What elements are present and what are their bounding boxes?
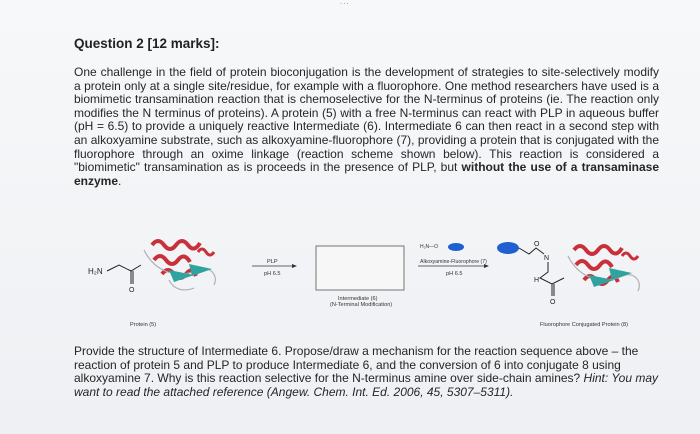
product-chain [540, 262, 564, 284]
plp-label: PLP [267, 259, 278, 265]
ph-label-1: pH 6.5 [264, 271, 281, 277]
intro-bold-text: without the use of a transaminase enzyme [74, 160, 660, 188]
intro-text: One challenge in the field of protein bioconjugation is the development of strategies to site-selectively modify a protein only at a single site/residue, for example with a fluorophore. One method researchers have used is a biomimetic transamination reaction that is chemoselective for the N-terminus of proteins (ie. The reaction only modifies the N terminus of proteins). A protein (5) with a free N-terminus can react with PLP in aqueous buffer (pH = 6.5) to provide a uniquely reactive Intermediate (6). Intermediate 6 can then react in a second step with an alkoxyamine substrate, such as alkoxyamine-fluorophore (7), providing a protein that is conjugated with the fluorophore through an oxime linkage (reaction scheme shown below). This reaction is considered a "biomimetic" transamination as is proceeds in the presence of PLP, but [74, 65, 659, 175]
ph-label-2: pH 6.5 [446, 271, 463, 277]
protein-8-image [568, 246, 639, 291]
question-paragraph [74, 345, 659, 399]
fluorophore-ellipse [497, 242, 519, 254]
alkoxyamine-top-label: H₂N—O [420, 244, 439, 250]
h2n-label: H₂N [88, 267, 103, 276]
n-label: N [544, 255, 550, 262]
fluorophore-ellipse-small [448, 243, 464, 251]
alkoxyamine-label: Alkoxyamine-Fluorophore (7) [420, 259, 487, 265]
n-terminus-chain [107, 265, 141, 271]
reaction-scheme-svg [74, 220, 674, 338]
intermediate-box [316, 246, 404, 290]
intro-paragraph [74, 66, 659, 188]
question-text: Provide the structure of Intermediate 6. Propose/draw a mechanism for the reaction sequence above – the reaction of protein 5 and PLP to produce Intermediate 6, and the conversion of 6 into conjugate 8 using alkoxyamine 7. Why is this reaction selective for the N-terminus amine over side-chain amines? [74, 344, 639, 386]
protein-5-image [144, 241, 215, 290]
reaction-scheme [74, 220, 674, 338]
h-label: H [534, 277, 540, 284]
question-title: Question 2 [12 marks]: [74, 36, 220, 51]
intermediate-label: Intermediate (6) [338, 296, 378, 302]
intro-end: . [118, 173, 122, 188]
o-label-left: O [129, 287, 135, 294]
product-8-label: Fluorophore Conjugated Protein (8) [540, 322, 628, 328]
o-label-product: O [550, 299, 556, 306]
arrow-1-head [292, 264, 297, 268]
protein-5-label: Protein (5) [130, 322, 157, 328]
o-label-right: O [534, 241, 540, 248]
hint-text: Hint: You may want to read the attached reference (Angew. Chem. Int. Ed. 2006, 45, 5307–5311). [74, 371, 659, 399]
oxime-linker [519, 248, 544, 254]
top-fragment: ... [340, 0, 350, 5]
intermediate-sub-label: (N-Terminal Modification) [330, 302, 393, 308]
